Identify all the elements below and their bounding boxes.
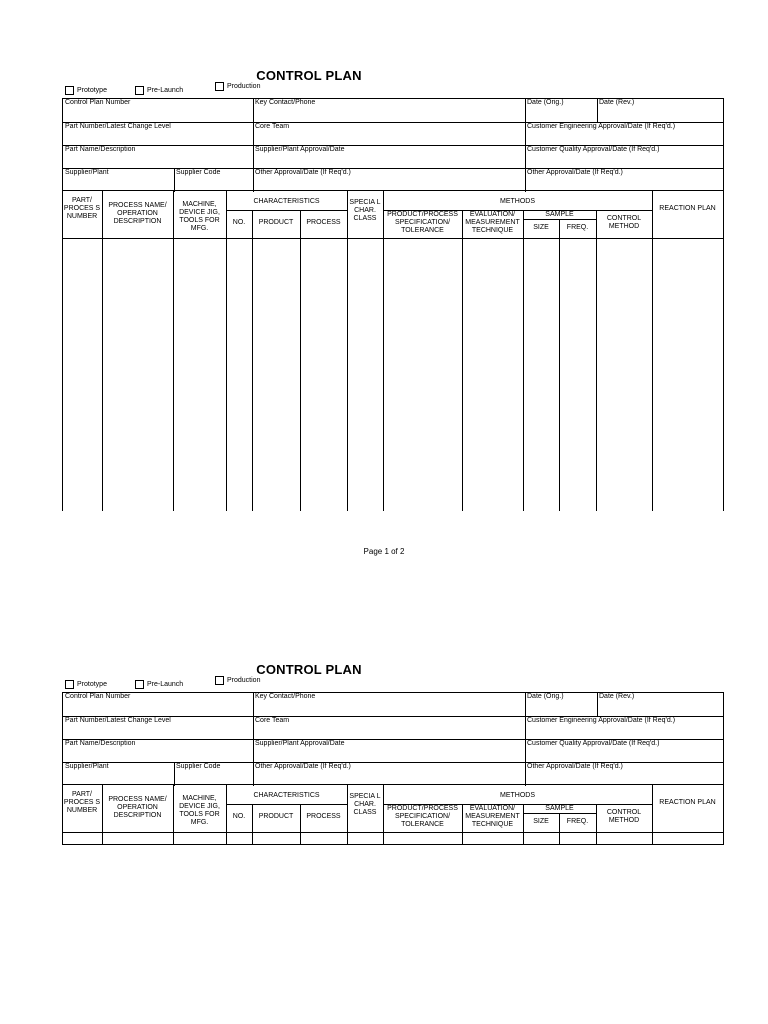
supplier-code-label: Supplier Code: [176, 169, 221, 176]
date-orig-label: Date (Orig.): [527, 99, 564, 106]
col-spec-tolerance: PRODUCT/PROCESS SPECIFICATION/ TOLERANCE: [387, 805, 458, 828]
process-grid: [62, 785, 724, 845]
checkbox-production[interactable]: Production: [215, 82, 260, 91]
col-evaluation: EVALUATION/ MEASUREMENT TECHNIQUE: [465, 805, 520, 828]
col-control-method: CONTROL METHOD: [606, 809, 642, 824]
col-characteristics: CHARACTERISTICS: [253, 792, 320, 799]
part-number-label: Part Number/Latest Change Level: [65, 123, 171, 130]
col-special-char-class: SPECIA L CHAR. CLASS: [349, 199, 381, 222]
col-control-method: CONTROL METHOD: [606, 215, 642, 230]
supplier-code-label: Supplier Code: [176, 763, 221, 770]
date-orig-label: Date (Orig.): [527, 693, 564, 700]
checkbox-prototype[interactable]: Prototype: [65, 680, 107, 689]
col-no: NO.: [232, 219, 246, 226]
checkbox-production[interactable]: Production: [215, 676, 260, 685]
control-plan-number-label: Control Plan Number: [65, 99, 131, 106]
col-evaluation: EVALUATION/ MEASUREMENT TECHNIQUE: [465, 211, 520, 234]
col-methods: METHODS: [500, 792, 535, 799]
col-size: SIZE: [533, 818, 549, 825]
cust-quality-approval-label: Customer Quality Approval/Date (If Req'd.): [527, 146, 660, 153]
part-name-label: Part Name/Description: [65, 740, 136, 747]
col-freq: FREQ.: [566, 224, 589, 231]
key-contact-label: Key Contact/Phone: [255, 99, 316, 106]
col-special-char-class: SPECIA L CHAR. CLASS: [349, 793, 381, 816]
other-approval-label-2: Other Approval/Date (If Req'd.): [527, 169, 623, 176]
checkbox-icon[interactable]: [65, 680, 74, 689]
part-number-label: Part Number/Latest Change Level: [65, 717, 171, 724]
checkbox-icon[interactable]: [65, 86, 74, 95]
col-reaction-plan: REACTION PLAN: [659, 205, 716, 212]
col-sample: SAMPLE: [545, 805, 574, 812]
col-methods: METHODS: [500, 198, 535, 205]
supplier-approval-label: Supplier/Plant Approval/Date: [255, 146, 345, 153]
control-plan-number-label: Control Plan Number: [65, 693, 131, 700]
col-product: PRODUCT: [258, 813, 294, 820]
cust-quality-approval-label: Customer Quality Approval/Date (If Req'd.): [527, 740, 660, 747]
part-name-label: Part Name/Description: [65, 146, 136, 153]
cust-eng-approval-label: Customer Engineering Approval/Date (If Req'd.): [527, 717, 676, 724]
col-process-name: PROCESS NAME/ OPERATION DESCRIPTION: [108, 202, 167, 225]
cust-eng-approval-label: Customer Engineering Approval/Date (If Req'd.): [527, 123, 676, 130]
header-block: [62, 692, 724, 785]
header-block: [62, 98, 724, 191]
col-no: NO.: [232, 813, 246, 820]
supplier-plant-label: Supplier/Plant: [65, 169, 109, 176]
col-machine: MACHINE, DEVICE JIG, TOOLS FOR MFG.: [179, 201, 220, 232]
col-characteristics: CHARACTERISTICS: [253, 198, 320, 205]
plan-type-checkboxes: [62, 677, 562, 690]
col-sample: SAMPLE: [545, 211, 574, 218]
core-team-label: Core Team: [255, 717, 290, 724]
col-freq: FREQ.: [566, 818, 589, 825]
col-process: PROCESS: [306, 219, 341, 226]
col-process: PROCESS: [306, 813, 341, 820]
page-title: CONTROL PLAN: [256, 68, 362, 83]
supplier-approval-label: Supplier/Plant Approval/Date: [255, 740, 345, 747]
other-approval-label-1: Other Approval/Date (If Req'd.): [255, 169, 351, 176]
col-reaction-plan: REACTION PLAN: [659, 799, 716, 806]
checkbox-icon[interactable]: [135, 680, 144, 689]
key-contact-label: Key Contact/Phone: [255, 693, 316, 700]
checkbox-icon[interactable]: [215, 676, 224, 685]
page-number: Page 1 of 2: [363, 547, 405, 556]
checkbox-pre-launch[interactable]: Pre-Launch: [135, 680, 183, 689]
checkbox-icon[interactable]: [215, 82, 224, 91]
col-process-name: PROCESS NAME/ OPERATION DESCRIPTION: [108, 796, 167, 819]
checkbox-pre-launch[interactable]: Pre-Launch: [135, 86, 183, 95]
col-part-process-number: PART/ PROCES S NUMBER: [63, 197, 101, 220]
page-title: CONTROL PLAN: [256, 662, 362, 677]
checkbox-prototype[interactable]: Prototype: [65, 86, 107, 95]
checkbox-icon[interactable]: [135, 86, 144, 95]
other-approval-label-2: Other Approval/Date (If Req'd.): [527, 763, 623, 770]
date-rev-label: Date (Rev.): [599, 693, 635, 700]
process-grid: [62, 191, 724, 511]
col-spec-tolerance: PRODUCT/PROCESS SPECIFICATION/ TOLERANCE: [387, 211, 458, 234]
col-machine: MACHINE, DEVICE JIG, TOOLS FOR MFG.: [179, 795, 220, 826]
plan-type-checkboxes: [62, 83, 562, 96]
other-approval-label-1: Other Approval/Date (If Req'd.): [255, 763, 351, 770]
date-rev-label: Date (Rev.): [599, 99, 635, 106]
col-size: SIZE: [533, 224, 549, 231]
col-part-process-number: PART/ PROCES S NUMBER: [63, 791, 101, 814]
core-team-label: Core Team: [255, 123, 290, 130]
supplier-plant-label: Supplier/Plant: [65, 763, 109, 770]
col-product: PRODUCT: [258, 219, 294, 226]
